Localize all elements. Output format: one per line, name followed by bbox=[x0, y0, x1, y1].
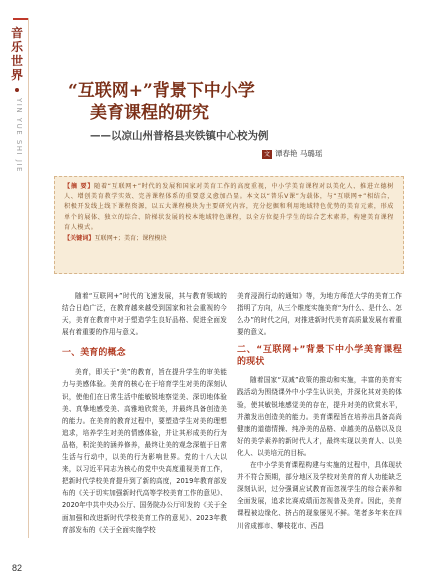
body-column-left bbox=[62, 290, 227, 536]
magazine-pinyin: YIN YUE SHI JIE bbox=[15, 98, 23, 173]
side-accent-line bbox=[13, 18, 28, 20]
author-line bbox=[262, 148, 322, 159]
keywords-text: 互联网+；美育；课程模块 bbox=[94, 235, 167, 243]
body-column-right bbox=[237, 290, 402, 532]
keywords bbox=[64, 234, 394, 244]
side-divider bbox=[28, 18, 29, 538]
title-line-1: “互联网+”背景下中小学 bbox=[68, 81, 255, 101]
article-subtitle: ——以凉山州普格县夹铁镇中心校为例 bbox=[90, 130, 269, 142]
section-heading-2: 二、“互联网+”背景下中小学美育课程的现状 bbox=[237, 345, 402, 368]
title-line-2: 美育课程的研究 bbox=[90, 103, 209, 123]
section1-paragraph: 美育，即关于“美”的教育，旨在提升学生的审美能力与美感体验。美育的核心在于培育学生对美的深刻认识，使他们在日常生活中能敏锐地察觉美、深切地体验美、真挚地感受美、高雅地欣赏美，并最终具备创造美的能力。在美育的教育过程中，要塑造学生对美的理想追求，培养学生对美的情感体验，并让其形成美的行为品格，积淀美的涵养修养，最终让美的观念深植于日常生活与行动中，以美的行为影响世界。党的十八大以来，以习近平同志为核心的党中央高度重视美育工作，把新时代学校美育提升到了新的高度，2019年教育部发布的《关于切实加强新时代高等学校美育工作的意见》、2020年中共中央办公厅、国务院办公厅印发的《关于全面加强和改进新时代学校美育工作的意见》、2023年教育部发布的《关于全面实施学校 bbox=[62, 368, 227, 534]
abstract bbox=[64, 182, 394, 233]
abstract-label: 【摘 要】 bbox=[64, 183, 95, 190]
page-number: 82 bbox=[12, 563, 23, 573]
intro-paragraph: 随着“互联网+”时代的飞速发展，其与教育领域的结合日趋广泛，在教育越来越受到国家和社会重视的今天，美育在教育中对于塑造学生良好品格、促进全面发展有着重要的作用与意义。 bbox=[62, 292, 227, 337]
abstract-text: 随着“互联网+”时代的发展和国家对美育工作的高度重视，中小学美育课程对以美化人、推进立德树人、增创美育教学实效、完善课程体系的重要意义愈加凸显。本文以“普乐V课”为载体，与“互联网+”相结合，积极开发线上线下课程资源，以五大课程模块为主要研究内容，充分挖掘和利用地域特色优势的美育元素，形成单个的展体、独立的综合、阶梯状发展的校本地域特色课程，以全方位提升学生的综合艺术素养，构建美育课程育人模式。 bbox=[64, 183, 394, 231]
author-badge: 文 bbox=[264, 151, 271, 158]
author-names: 谭春艳 马璐瑶 bbox=[275, 149, 323, 158]
side-dot bbox=[15, 88, 19, 92]
keywords-label: 【关键词】 bbox=[64, 235, 95, 243]
magazine-name: 音乐世界 bbox=[10, 26, 23, 82]
article-title bbox=[68, 80, 398, 124]
section-heading-1: 一、美育的概念 bbox=[62, 348, 126, 359]
section2-paragraph-2: 在中小学美育课程构建与实施的过程中，具体现状并不符合预期，部分地区及学校对美育的育人功能缺乏深刻认识，过分强调应试教育而忽视学生的综合素养和全面发展，追求比赛成绩而忽视普及美育。因此，美育课程被边缘化、挤占的现象屡见不鲜。笔者多年来在四川省成都市、攀枝花市、西昌 bbox=[237, 461, 402, 530]
abstract-box bbox=[54, 176, 404, 274]
section2-paragraph-1: 随着国家“双减”政策的推动和实施，丰富的美育实践活动为围绕课外中小学生认识美，并深化其对美的体验，使其敏锐地感觉美的存在，提升对美的欣赏水平，并激发出创造美的能力。美育课程旨在培养出具备高尚健康的道德情操、纯净美的品格、卓越美的品格以及良好的美学素养的新时代人才，最终实现以美育人、以美化人、以美培元的目标。 bbox=[237, 376, 402, 457]
continued-paragraph: 美育浸润行动的通知》等，为地方师范大学的美育工作指明了方向，从三个维度实施美育“为什么、是什么、怎么办”的时代之问，对推进新时代美育高质量发展有着重要的意义。 bbox=[237, 292, 402, 337]
